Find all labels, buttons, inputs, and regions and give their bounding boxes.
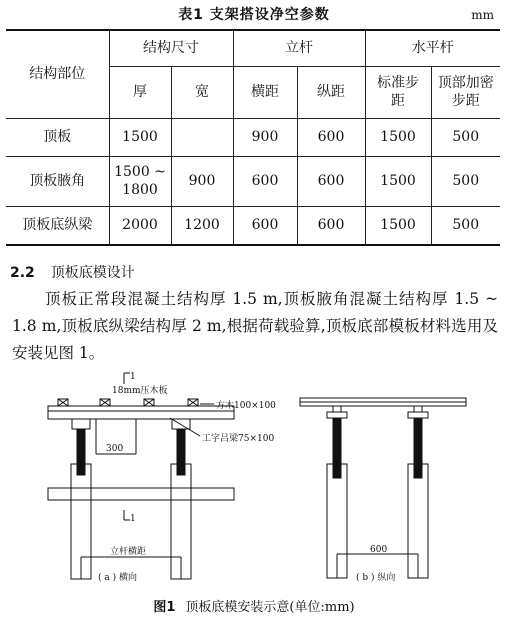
cell-std: 1500 [365, 206, 431, 245]
paragraph-text: 顶板正常段混凝土结构厚 1.5 m,顶板腋角混凝土结构厚 1.5 ~ 1.8 m,顶板底纵梁结构厚 2 m,根据荷载验算,顶板底部模板材料选用及安装见图 1。 [12, 290, 498, 362]
cell-hspace: 600 [233, 156, 297, 206]
pole-spacing-label: 立杆横距 [110, 547, 147, 557]
cell-part: 顶板底纵梁 [6, 206, 109, 245]
cell-width: 1200 [171, 206, 233, 245]
body-paragraph [12, 286, 498, 367]
cell-thick: 1500 [109, 118, 171, 156]
square-timbers [58, 399, 198, 406]
cell-width [171, 118, 233, 156]
header-std: 标准步距 [365, 66, 431, 118]
table-caption: 表1 支架搭设净空参数 [178, 7, 330, 23]
dimension-600-label: 600 [370, 545, 388, 555]
header-size: 结构尺寸 [109, 30, 233, 66]
table-unit: mm [471, 8, 494, 22]
cell-top: 500 [431, 156, 500, 206]
header-thick: 厚 [109, 66, 171, 118]
cell-thick: 1500 ~ 1800 [109, 156, 171, 206]
plywood-label: 18mm压木板 [112, 386, 168, 396]
pole-right-b [408, 406, 428, 578]
header-vspace: 纵距 [297, 66, 365, 118]
table-header-row [6, 30, 500, 66]
header-width: 宽 [171, 66, 233, 118]
figure-number: 图1 [153, 600, 176, 615]
subfigure-b-label: ( b ) 纵向 [356, 573, 396, 583]
header-part: 结构部位 [6, 30, 109, 118]
table-row [6, 118, 500, 156]
cell-part: 顶板腋角 [6, 156, 109, 206]
cut-mark-label-bottom: 1 [130, 514, 136, 524]
subfigure-a-label: ( a ) 横向 [98, 573, 137, 583]
cell-std: 1500 [365, 156, 431, 206]
section-number: 2.2 [10, 265, 35, 281]
header-pole: 立杆 [233, 30, 365, 66]
cell-std: 1500 [365, 118, 431, 156]
cell-vspace: 600 [297, 206, 365, 245]
figure-caption [0, 596, 508, 615]
section-heading [10, 262, 135, 282]
cell-thick: 2000 [109, 206, 171, 245]
cell-part: 顶板 [6, 118, 109, 156]
cut-mark-label-top: 1 [130, 372, 136, 382]
plywood-board [48, 406, 234, 411]
cell-vspace: 600 [297, 156, 365, 206]
cell-hspace: 600 [233, 206, 297, 245]
cell-hspace: 900 [233, 118, 297, 156]
header-top: 顶部加密步距 [431, 66, 500, 118]
header-bar: 水平杆 [365, 30, 500, 66]
i-beam [48, 411, 234, 419]
ibeam-label: 工字吕梁75×100 [202, 434, 275, 444]
cell-width: 900 [171, 156, 233, 206]
header-hspace: 横距 [233, 66, 297, 118]
cell-top: 500 [431, 118, 500, 156]
pole-head-left [72, 419, 90, 429]
horizontal-bar [48, 488, 234, 500]
dimension-300-label: 300 [106, 444, 124, 454]
square-timber-label: 方木100×100 [216, 401, 276, 411]
section-title: 顶板底模设计 [50, 265, 135, 281]
table-row [6, 206, 500, 245]
cell-top: 500 [431, 206, 500, 245]
formwork-figure [0, 368, 508, 596]
cell-vspace: 600 [297, 118, 365, 156]
figure-caption-text: 顶板底模安装示意(单位:mm) [185, 600, 355, 615]
parameter-table [6, 29, 500, 246]
table-row [6, 156, 500, 206]
pole-left-b [327, 406, 347, 578]
